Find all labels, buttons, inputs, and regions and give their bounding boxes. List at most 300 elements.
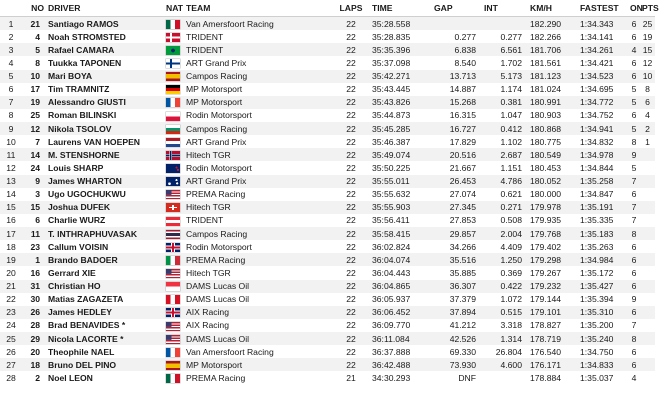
row-position: 3 (0, 43, 22, 56)
row-speed: 182.290 (528, 17, 578, 31)
row-car-number: 29 (22, 332, 46, 345)
table-row (0, 135, 655, 148)
row-nationality (164, 17, 184, 31)
nation-flag-icon (166, 308, 180, 317)
row-fastest-on-lap: 7 (628, 319, 640, 332)
row-nationality (164, 240, 184, 253)
row-points: 19 (640, 30, 655, 43)
nation-flag-icon (166, 20, 180, 29)
nation-flag-icon (166, 243, 180, 252)
row-fastest-on-lap: 6 (628, 240, 640, 253)
row-position: 25 (0, 332, 22, 345)
row-driver-name: Rafael CAMARA (46, 43, 164, 56)
table-row (0, 227, 655, 240)
row-gap: 73.930 (432, 358, 482, 371)
row-laps: 22 (332, 70, 370, 83)
row-team: Hitech TGR (184, 148, 332, 161)
row-speed: 176.171 (528, 358, 578, 371)
row-speed: 181.561 (528, 56, 578, 69)
row-speed: 179.267 (528, 266, 578, 279)
row-fastest-lap: 1:34.421 (578, 56, 628, 69)
row-laps: 22 (332, 148, 370, 161)
row-driver-name: Brando BADOER (46, 253, 164, 266)
row-team: TRIDENT (184, 43, 332, 56)
row-speed: 180.052 (528, 175, 578, 188)
row-laps: 22 (332, 56, 370, 69)
row-speed: 180.000 (528, 188, 578, 201)
row-laps: 22 (332, 135, 370, 148)
row-team: Rodin Motorsport (184, 161, 332, 174)
row-driver-name: Roman BILINSKI (46, 109, 164, 122)
row-time: 35:45.285 (370, 122, 432, 135)
row-fastest-on-lap: 7 (628, 201, 640, 214)
row-driver-name: James WHARTON (46, 175, 164, 188)
row-fastest-lap: 1:35.427 (578, 280, 628, 293)
row-gap: DNF (432, 371, 482, 384)
row-driver-name: Joshua DUFEK (46, 201, 164, 214)
row-car-number: 14 (22, 148, 46, 161)
row-speed: 179.232 (528, 280, 578, 293)
row-fastest-lap: 1:34.832 (578, 135, 628, 148)
row-position: 10 (0, 135, 22, 148)
header-team: TEAM (184, 0, 332, 17)
row-gap: 16.727 (432, 122, 482, 135)
row-laps: 22 (332, 96, 370, 109)
row-time: 35:44.873 (370, 109, 432, 122)
row-gap: 37.379 (432, 293, 482, 306)
header-pos (0, 0, 22, 17)
table-row (0, 175, 655, 188)
table-row (0, 280, 655, 293)
row-fastest-lap: 1:34.750 (578, 345, 628, 358)
row-points (640, 175, 655, 188)
row-speed: 179.402 (528, 240, 578, 253)
nation-flag-icon (166, 85, 180, 94)
row-fastest-lap: 1:34.695 (578, 83, 628, 96)
row-position: 20 (0, 266, 22, 279)
row-points: 12 (640, 56, 655, 69)
table-row (0, 358, 655, 371)
row-interval: 1.047 (482, 109, 528, 122)
nation-flag-icon (166, 72, 180, 81)
row-time: 35:43.445 (370, 83, 432, 96)
row-team: PREMA Racing (184, 371, 332, 384)
row-position: 21 (0, 280, 22, 293)
row-speed: 179.768 (528, 227, 578, 240)
row-position: 7 (0, 96, 22, 109)
row-team: DAMS Lucas Oil (184, 332, 332, 345)
row-team: Van Amersfoort Racing (184, 345, 332, 358)
row-laps: 22 (332, 266, 370, 279)
row-fastest-on-lap: 9 (628, 148, 640, 161)
row-fastest-on-lap: 6 (628, 345, 640, 358)
table-row (0, 266, 655, 279)
row-fastest-lap: 1:35.037 (578, 371, 628, 384)
row-speed: 181.706 (528, 43, 578, 56)
row-gap: 6.838 (432, 43, 482, 56)
row-nationality (164, 319, 184, 332)
table-row (0, 332, 655, 345)
row-fastest-on-lap: 4 (628, 371, 640, 384)
row-points: 2 (640, 122, 655, 135)
row-fastest-on-lap: 6 (628, 188, 640, 201)
row-fastest-lap: 1:35.191 (578, 201, 628, 214)
row-points (640, 240, 655, 253)
row-fastest-lap: 1:34.844 (578, 161, 628, 174)
row-fastest-on-lap: 6 (628, 109, 640, 122)
row-nationality (164, 306, 184, 319)
row-gap: 69.330 (432, 345, 482, 358)
row-time: 36:09.770 (370, 319, 432, 332)
row-speed: 176.540 (528, 345, 578, 358)
row-car-number: 17 (22, 83, 46, 96)
row-fastest-lap: 1:34.984 (578, 253, 628, 266)
row-nationality (164, 56, 184, 69)
row-gap: 21.667 (432, 161, 482, 174)
row-driver-name: Tim TRAMNITZ (46, 83, 164, 96)
row-nationality (164, 214, 184, 227)
row-position: 19 (0, 253, 22, 266)
nation-flag-icon (166, 190, 180, 199)
row-speed: 180.549 (528, 148, 578, 161)
row-team: TRIDENT (184, 214, 332, 227)
row-nationality (164, 109, 184, 122)
row-nationality (164, 345, 184, 358)
row-position: 9 (0, 122, 22, 135)
row-car-number: 31 (22, 280, 46, 293)
row-position: 2 (0, 30, 22, 43)
row-gap: 8.540 (432, 56, 482, 69)
row-interval: 1.102 (482, 135, 528, 148)
row-car-number: 30 (22, 293, 46, 306)
row-time: 35:49.074 (370, 148, 432, 161)
row-speed: 179.144 (528, 293, 578, 306)
header-driver: DRIVER (46, 0, 164, 17)
row-car-number: 5 (22, 43, 46, 56)
nation-flag-icon (166, 203, 180, 212)
row-car-number: 2 (22, 371, 46, 384)
row-position: 14 (0, 188, 22, 201)
row-nationality (164, 43, 184, 56)
row-car-number: 10 (22, 70, 46, 83)
row-team: Rodin Motorsport (184, 109, 332, 122)
row-team: TRIDENT (184, 30, 332, 43)
row-interval: 0.515 (482, 306, 528, 319)
row-interval: 1.250 (482, 253, 528, 266)
row-position: 1 (0, 17, 22, 31)
row-interval: 26.804 (482, 345, 528, 358)
row-points (640, 253, 655, 266)
row-interval: 4.786 (482, 175, 528, 188)
row-gap: 36.307 (432, 280, 482, 293)
row-team: PREMA Racing (184, 188, 332, 201)
header-kmh: KM/H (528, 0, 578, 17)
row-nationality (164, 253, 184, 266)
row-nationality (164, 371, 184, 384)
row-fastest-lap: 1:34.343 (578, 17, 628, 31)
header-int: INT (482, 0, 528, 17)
row-position: 27 (0, 358, 22, 371)
row-gap: 16.315 (432, 109, 482, 122)
row-speed: 178.719 (528, 332, 578, 345)
table-row (0, 319, 655, 332)
row-team: Campos Racing (184, 227, 332, 240)
row-gap (432, 17, 482, 31)
row-driver-name: Theophile NAEL (46, 345, 164, 358)
row-position: 8 (0, 109, 22, 122)
row-gap: 20.516 (432, 148, 482, 161)
row-fastest-on-lap: 8 (628, 332, 640, 345)
table-row (0, 201, 655, 214)
row-fastest-on-lap: 9 (628, 293, 640, 306)
row-gap: 42.526 (432, 332, 482, 345)
row-fastest-lap: 1:35.263 (578, 240, 628, 253)
row-team: AIX Racing (184, 319, 332, 332)
row-team: PREMA Racing (184, 253, 332, 266)
nation-flag-icon (166, 269, 180, 278)
row-laps: 22 (332, 161, 370, 174)
row-gap: 41.212 (432, 319, 482, 332)
row-time: 36:06.452 (370, 306, 432, 319)
table-row (0, 253, 655, 266)
nation-flag-icon (166, 151, 180, 160)
row-car-number: 21 (22, 17, 46, 31)
row-car-number: 11 (22, 227, 46, 240)
row-points (640, 293, 655, 306)
row-driver-name: Charlie WURZ (46, 214, 164, 227)
row-team: ART Grand Prix (184, 135, 332, 148)
table-row (0, 56, 655, 69)
nation-flag-icon (166, 348, 180, 357)
nation-flag-icon (166, 125, 180, 134)
header-on: ON (628, 0, 640, 17)
table-row (0, 188, 655, 201)
row-laps: 22 (332, 253, 370, 266)
row-car-number: 25 (22, 109, 46, 122)
row-laps: 22 (332, 83, 370, 96)
row-car-number: 18 (22, 358, 46, 371)
row-driver-name: T. INTHRAPHUVASAK (46, 227, 164, 240)
row-laps: 22 (332, 109, 370, 122)
row-car-number: 7 (22, 135, 46, 148)
row-time: 35:28.558 (370, 17, 432, 31)
nation-flag-icon (166, 59, 180, 68)
row-speed: 181.024 (528, 83, 578, 96)
row-laps: 22 (332, 240, 370, 253)
table-row (0, 122, 655, 135)
row-points: 6 (640, 96, 655, 109)
row-fastest-lap: 1:34.847 (578, 188, 628, 201)
row-car-number: 24 (22, 161, 46, 174)
row-driver-name: M. STENSHORNE (46, 148, 164, 161)
row-car-number: 12 (22, 122, 46, 135)
row-points (640, 227, 655, 240)
row-nationality (164, 96, 184, 109)
row-gap: 27.853 (432, 214, 482, 227)
row-speed: 180.991 (528, 96, 578, 109)
row-points (640, 345, 655, 358)
header-pts: PTS (640, 0, 655, 17)
row-fastest-on-lap: 6 (628, 30, 640, 43)
header-fastest: FASTEST (578, 0, 628, 17)
row-points: 8 (640, 83, 655, 96)
table-header (0, 0, 659, 17)
nation-flag-icon (166, 295, 180, 304)
row-points: 1 (640, 135, 655, 148)
row-gap: 13.713 (432, 70, 482, 83)
row-fastest-lap: 1:34.833 (578, 358, 628, 371)
nation-flag-icon (166, 282, 180, 291)
row-car-number: 8 (22, 56, 46, 69)
row-laps: 22 (332, 227, 370, 240)
nation-flag-icon (166, 33, 180, 42)
table-row (0, 43, 655, 56)
row-laps: 22 (332, 358, 370, 371)
row-interval: 0.422 (482, 280, 528, 293)
row-interval: 0.277 (482, 30, 528, 43)
row-interval: 1.314 (482, 332, 528, 345)
row-interval: 0.271 (482, 201, 528, 214)
row-position: 11 (0, 148, 22, 161)
row-time: 35:50.225 (370, 161, 432, 174)
row-gap: 35.885 (432, 266, 482, 279)
row-fastest-on-lap: 6 (628, 56, 640, 69)
row-nationality (164, 148, 184, 161)
table-row (0, 30, 655, 43)
row-gap: 37.894 (432, 306, 482, 319)
row-points: 10 (640, 70, 655, 83)
row-speed: 180.775 (528, 135, 578, 148)
row-gap: 27.074 (432, 188, 482, 201)
row-points (640, 319, 655, 332)
row-car-number: 9 (22, 175, 46, 188)
row-car-number: 3 (22, 188, 46, 201)
row-fastest-lap: 1:35.258 (578, 175, 628, 188)
nation-flag-icon (166, 217, 180, 226)
table-row (0, 371, 655, 384)
table-row (0, 240, 655, 253)
row-team: AIX Racing (184, 306, 332, 319)
row-car-number: 20 (22, 345, 46, 358)
row-fastest-on-lap: 4 (628, 43, 640, 56)
row-time: 35:35.396 (370, 43, 432, 56)
row-position: 15 (0, 201, 22, 214)
row-team: MP Motorsport (184, 96, 332, 109)
row-fastest-on-lap: 6 (628, 70, 640, 83)
row-points (640, 148, 655, 161)
row-points (640, 214, 655, 227)
nation-flag-icon (166, 361, 180, 370)
row-speed: 179.101 (528, 306, 578, 319)
row-time: 35:58.415 (370, 227, 432, 240)
row-time: 36:37.888 (370, 345, 432, 358)
table-body (0, 17, 655, 385)
row-laps: 22 (332, 17, 370, 31)
row-time: 36:04.443 (370, 266, 432, 279)
row-interval: 6.561 (482, 43, 528, 56)
row-interval: 5.173 (482, 70, 528, 83)
row-position: 18 (0, 240, 22, 253)
row-fastest-on-lap: 6 (628, 253, 640, 266)
row-fastest-on-lap: 6 (628, 306, 640, 319)
row-nationality (164, 70, 184, 83)
table-row (0, 96, 655, 109)
row-interval: 4.409 (482, 240, 528, 253)
row-fastest-on-lap: 6 (628, 280, 640, 293)
row-laps: 22 (332, 332, 370, 345)
row-driver-name: Bruno DEL PINO (46, 358, 164, 371)
row-fastest-lap: 1:34.941 (578, 122, 628, 135)
row-fastest-on-lap: 7 (628, 214, 640, 227)
row-speed: 181.123 (528, 70, 578, 83)
row-driver-name: Christian HO (46, 280, 164, 293)
row-fastest-lap: 1:35.172 (578, 266, 628, 279)
row-driver-name: James HEDLEY (46, 306, 164, 319)
row-laps: 22 (332, 201, 370, 214)
row-fastest-lap: 1:35.394 (578, 293, 628, 306)
table-row (0, 293, 655, 306)
header-laps: LAPS (332, 0, 370, 17)
row-speed: 179.978 (528, 201, 578, 214)
row-position: 6 (0, 83, 22, 96)
row-position: 22 (0, 293, 22, 306)
header-time: TIME (370, 0, 432, 17)
row-interval (482, 371, 528, 384)
table-row (0, 148, 655, 161)
row-points (640, 358, 655, 371)
row-nationality (164, 293, 184, 306)
nation-flag-icon (166, 335, 180, 344)
row-gap: 14.887 (432, 83, 482, 96)
row-fastest-lap: 1:34.772 (578, 96, 628, 109)
row-time: 36:11.084 (370, 332, 432, 345)
row-driver-name: Santiago RAMOS (46, 17, 164, 31)
row-time: 36:04.865 (370, 280, 432, 293)
row-speed: 179.298 (528, 253, 578, 266)
header-nat: NAT (164, 0, 184, 17)
row-time: 36:05.937 (370, 293, 432, 306)
row-driver-name: Gerrard XIE (46, 266, 164, 279)
row-position: 26 (0, 345, 22, 358)
row-team: ART Grand Prix (184, 175, 332, 188)
row-nationality (164, 227, 184, 240)
nation-flag-icon (166, 164, 180, 173)
row-gap: 34.266 (432, 240, 482, 253)
row-nationality (164, 161, 184, 174)
table-row (0, 109, 655, 122)
row-nationality (164, 135, 184, 148)
row-position: 5 (0, 70, 22, 83)
header-gap: GAP (432, 0, 482, 17)
row-position: 17 (0, 227, 22, 240)
row-time: 35:42.271 (370, 70, 432, 83)
table-row (0, 306, 655, 319)
row-fastest-lap: 1:34.261 (578, 43, 628, 56)
row-time: 35:43.826 (370, 96, 432, 109)
row-points (640, 266, 655, 279)
nation-flag-icon (166, 256, 180, 265)
row-laps: 22 (332, 214, 370, 227)
row-car-number: 28 (22, 319, 46, 332)
row-gap: 17.829 (432, 135, 482, 148)
row-team: Campos Racing (184, 122, 332, 135)
row-fastest-lap: 1:35.240 (578, 332, 628, 345)
row-team: Campos Racing (184, 70, 332, 83)
row-driver-name: Nicola LACORTE * (46, 332, 164, 345)
row-fastest-on-lap: 6 (628, 17, 640, 31)
row-points (640, 306, 655, 319)
row-time: 36:02.824 (370, 240, 432, 253)
